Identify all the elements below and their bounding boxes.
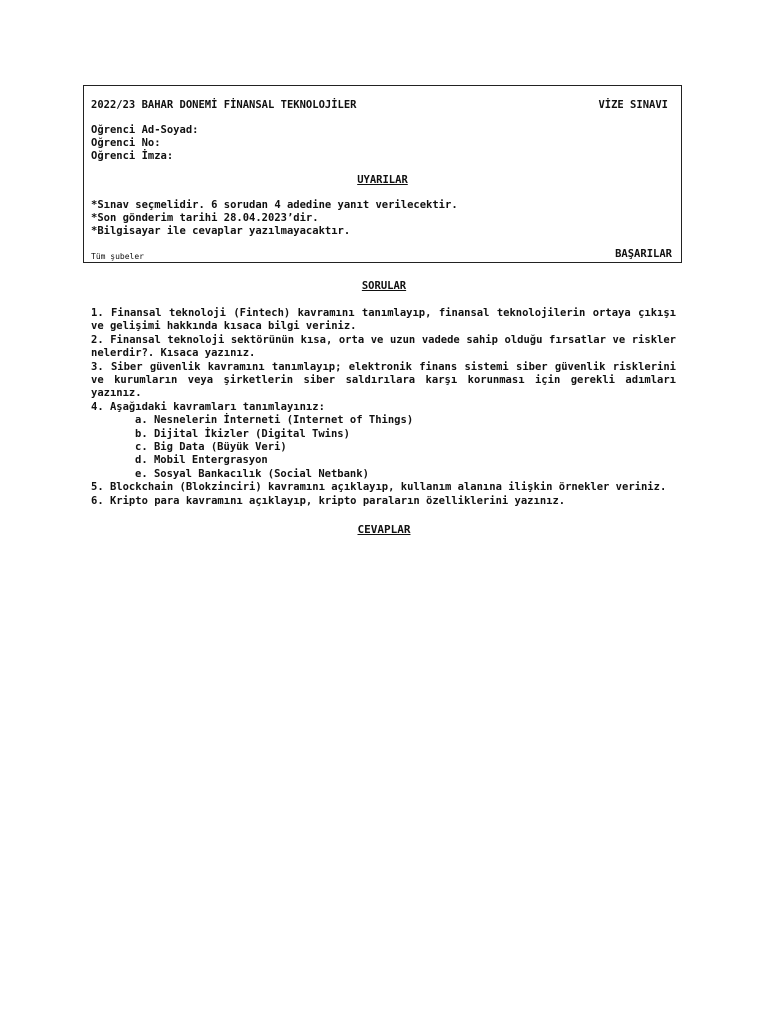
student-number-field: Oğrenci No: — [91, 137, 161, 149]
question-4-item: c. Big Data (Büyük Veri) — [135, 441, 287, 454]
question-5: 5. Blockchain (Blokzinciri) kavramını açıklayıp, kullanım alanına ilişkin örnekler veriniz. — [91, 481, 667, 494]
good-luck-note: BAŞARILAR — [615, 248, 672, 260]
question-6: 6. Kripto para kavramını açıklayıp, kripto paraların özelliklerini yazınız. — [91, 494, 566, 507]
exam-title: 2022/23 BAHAR DONEMİ FİNANSAL TEKNOLOJİLER — [91, 99, 357, 111]
warnings-heading: UYARILAR — [357, 174, 408, 186]
sections-note: Tüm şubeler — [91, 252, 144, 261]
question-1: 1. Finansal teknoloji (Fintech) kavramını tanımlayıp, finansal teknolojilerin ortaya çıkışı ve gelişimi hakkında kısaca bilgi veriniz. — [91, 307, 676, 333]
warning-item: *Bilgisayar ile cevaplar yazılmayacaktır. — [91, 225, 351, 237]
question-4-item: e. Sosyal Bankacılık (Social Netbank) — [135, 467, 369, 480]
exam-header-box — [83, 85, 682, 263]
questions-list — [91, 307, 676, 508]
question-4-item: a. Nesnelerin İnterneti (Internet of Things) — [135, 414, 414, 427]
exam-type: VİZE SINAVI — [598, 99, 668, 111]
question-3: 3. Siber güvenlik kavramını tanımlayıp; elektronik finans sistemi siber güvenlik risklerini ve kurumların veya şirketlerin siber saldırılara karşı korunması için gerekli adımları yazınız. — [91, 360, 676, 400]
question-2: 2. Finansal teknoloji sektörünün kısa, orta ve uzun vadede sahip olduğu fırsatlar ve riskler nelerdir?. Kısaca yazınız. — [91, 333, 676, 360]
student-signature-field: Oğrenci İmza: — [91, 150, 174, 162]
questions-heading: SORULAR — [361, 280, 407, 292]
question-4-item: d. Mobil Entergrasyon — [135, 454, 268, 467]
answers-heading: CEVAPLAR — [357, 523, 411, 536]
question-4: 4. Aşağıdaki kavramları tanımlayınız: — [91, 400, 325, 413]
question-4-item: b. Dijital İkizler (Digital Twins) — [135, 427, 350, 440]
warning-item: *Sınav seçmelidir. 6 sorudan 4 adedine yanıt verilecektir. — [91, 199, 458, 211]
warning-item: *Son gönderim tarihi 28.04.2023’dir. — [91, 212, 319, 224]
student-name-field: Oğrenci Ad-Soyad: — [91, 124, 199, 136]
